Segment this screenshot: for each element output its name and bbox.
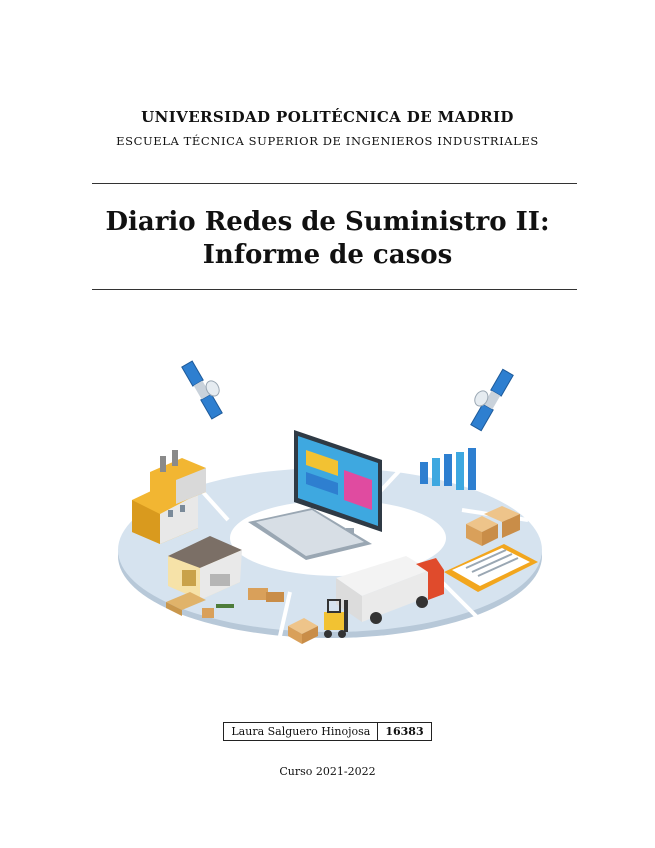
top-rule <box>92 183 577 184</box>
supply-chain-illustration <box>110 360 550 660</box>
course-year: Curso 2021-2022 <box>279 765 376 778</box>
author-name: Laura Salguero Hinojosa <box>224 723 378 741</box>
satellite-icon <box>462 364 513 430</box>
school-name: ESCUELA TÉCNICA SUPERIOR DE INGENIEROS INDUSTRIALES <box>116 134 539 148</box>
satellite-icon <box>182 360 231 419</box>
document-title <box>0 206 655 272</box>
university-name: UNIVERSIDAD POLITÉCNICA DE MADRID <box>141 108 514 126</box>
author-info <box>0 722 655 741</box>
title-line-2: Informe de casos <box>202 240 453 270</box>
bottom-rule <box>92 289 577 290</box>
title-line-1: Diario Redes de Suministro II: <box>105 207 550 237</box>
author-id: 16383 <box>378 723 431 741</box>
author-table <box>223 722 431 741</box>
